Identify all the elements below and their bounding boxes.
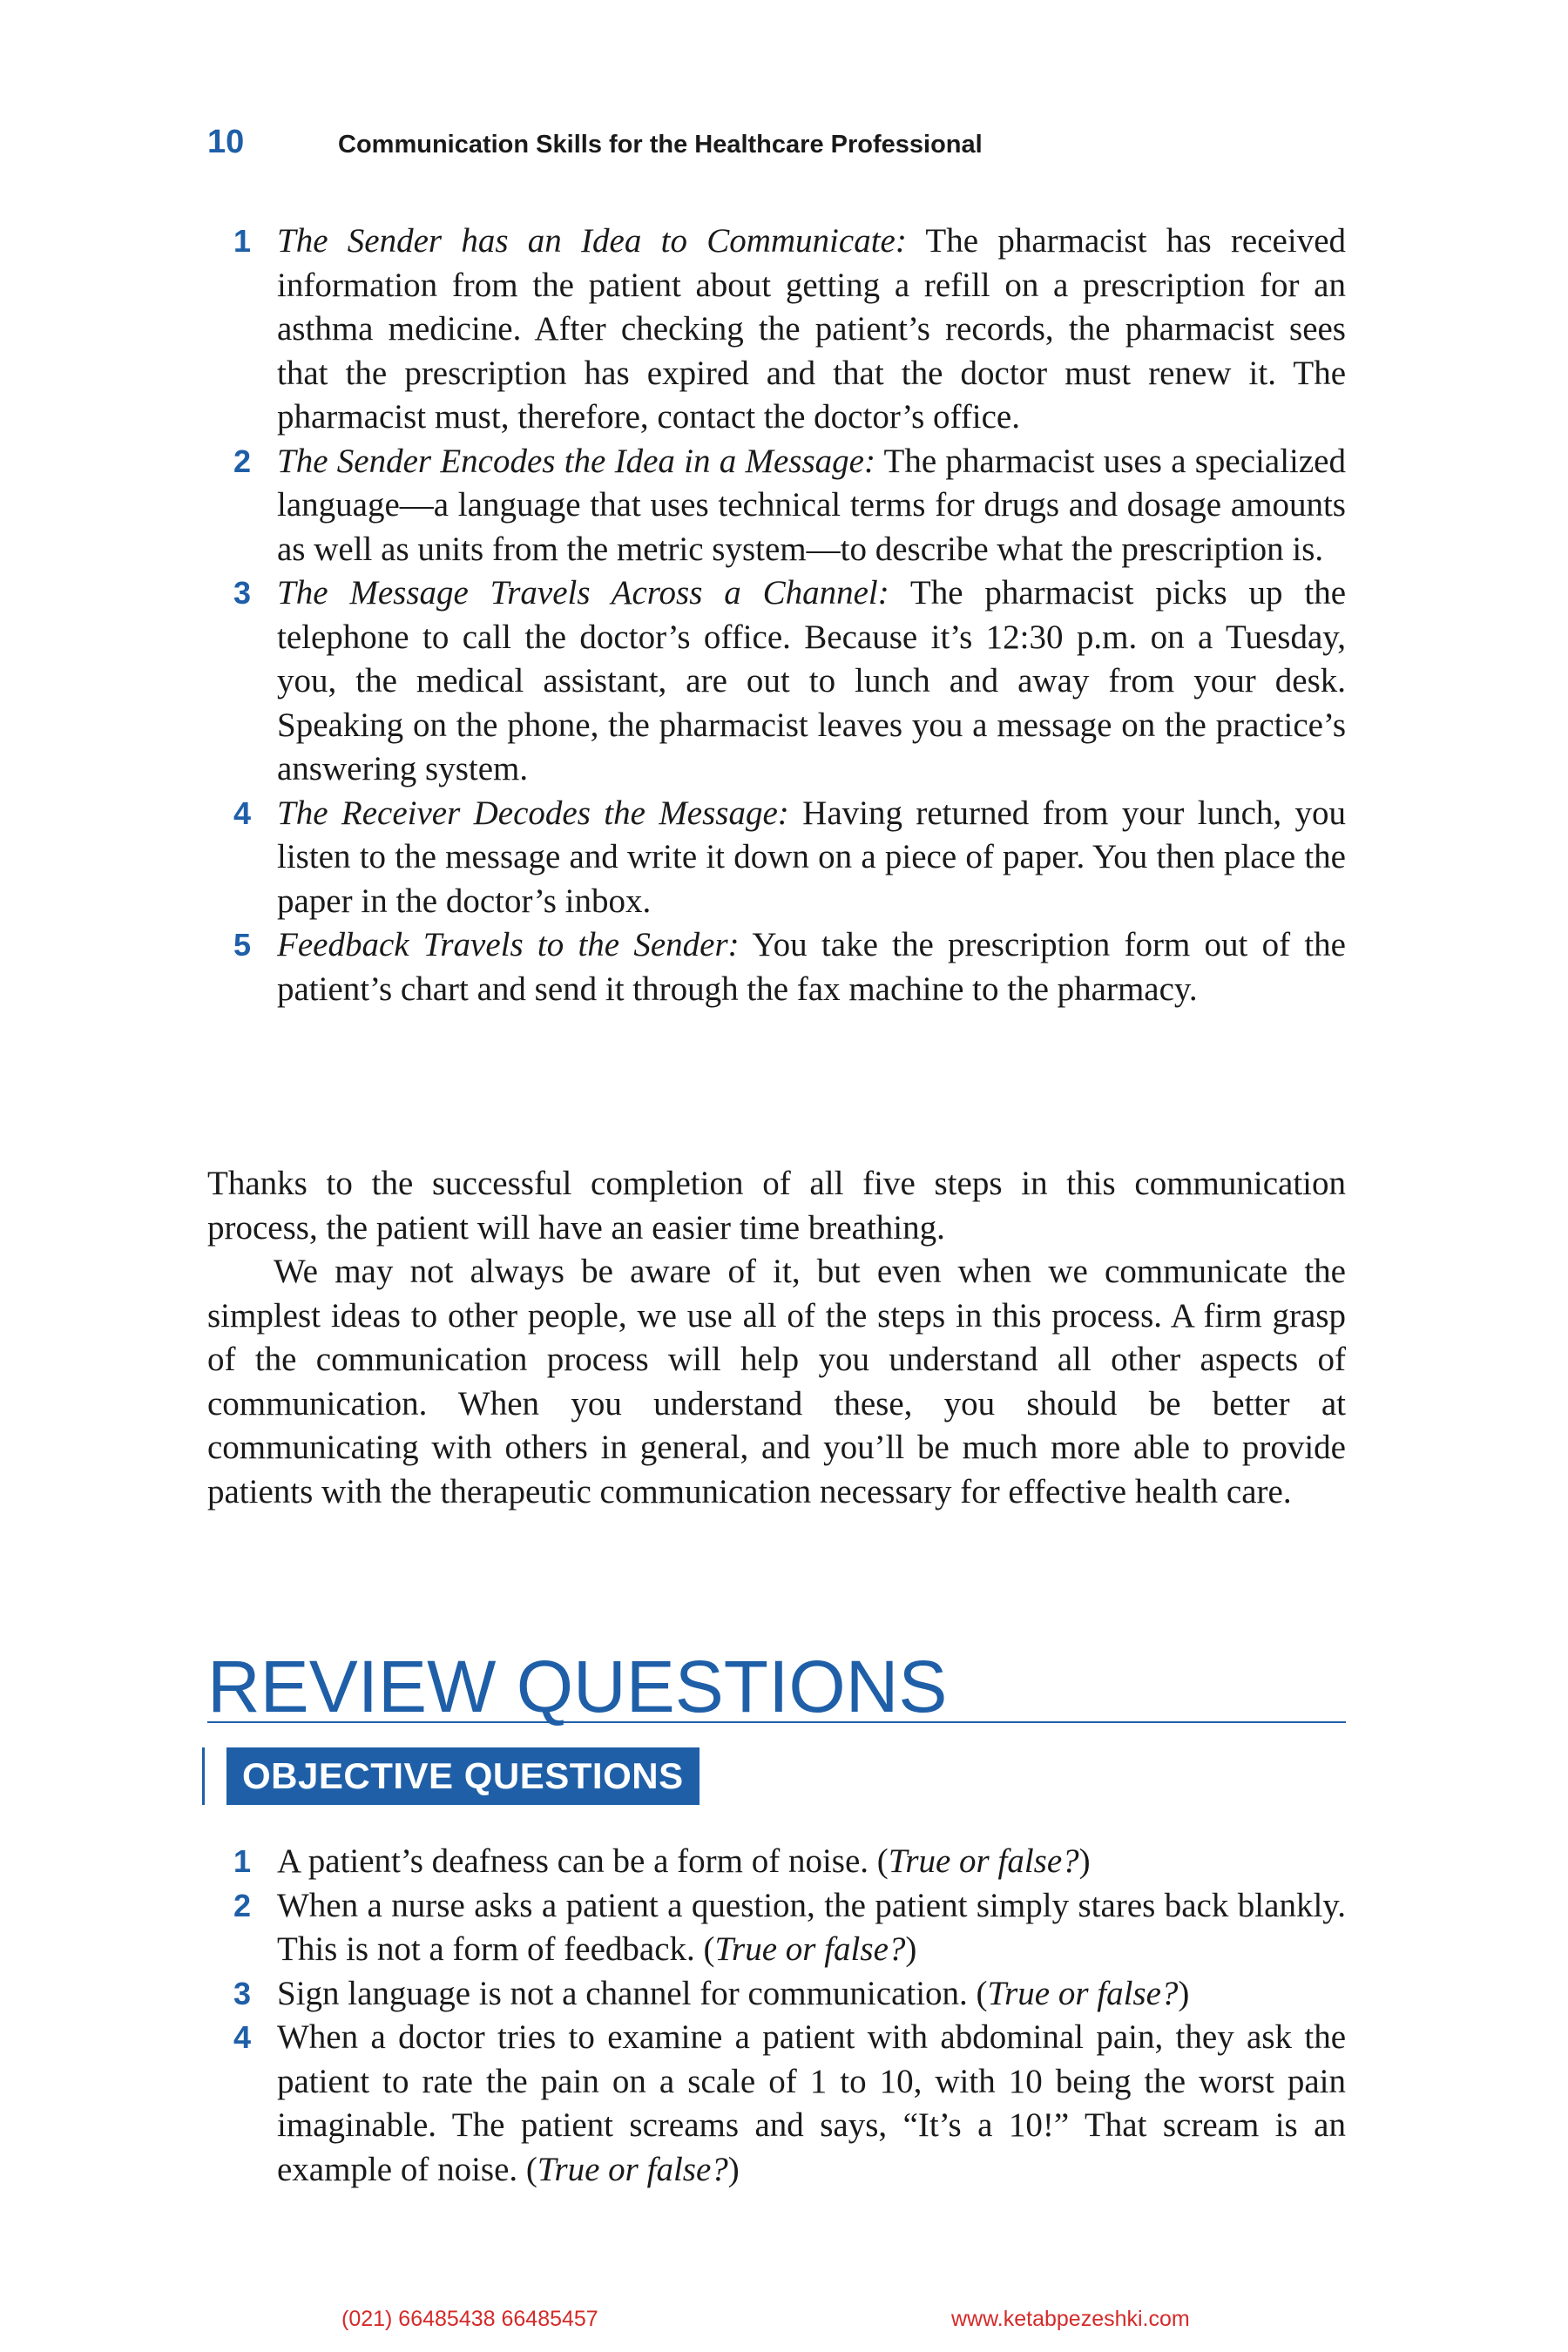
step-number: 1 [233, 223, 252, 259]
footer-phone: (021) 66485438 66485457 [341, 2307, 598, 2331]
question-number: 4 [233, 2019, 252, 2055]
true-false-prompt: True or false? [537, 2150, 728, 2188]
book-title: Communication Skills for the Healthcare Professional [338, 131, 983, 159]
step-title: Feedback Travels to the Sender: [277, 926, 740, 963]
review-questions-heading [207, 1645, 1346, 1727]
step-text: The pharmacist uses a specialized language—a language that uses technical terms for drugs and dosage amounts as well as units from the metric system—to describe what the prescription is. [277, 442, 1346, 568]
objective-questions-list [233, 1840, 1346, 2192]
review-heading-text: REVIEW QUESTIONS [207, 1646, 948, 1727]
question-item [233, 1840, 1346, 1884]
list-item [233, 571, 1346, 792]
body-paragraph: Thanks to the successful completion of all five steps in this communication process, the patient will have an easier time breathing. [207, 1165, 1346, 1247]
communication-steps-list [233, 220, 1346, 1011]
step-title: The Message Travels Across a Channel: [277, 574, 889, 612]
step-title: The Receiver Decodes the Message: [277, 794, 789, 832]
page-number: 10 [207, 124, 245, 160]
question-number: 3 [233, 1975, 252, 2011]
step-number: 3 [233, 575, 252, 611]
step-title: The Sender has an Idea to Communicate: [277, 222, 907, 260]
question-item [233, 1884, 1346, 1972]
footer-website[interactable]: www.ketabpezeshki.com [951, 2307, 1190, 2331]
question-item [233, 1972, 1346, 2017]
question-close: ) [1078, 1842, 1091, 1880]
question-close: ) [1178, 1974, 1190, 2012]
body-paragraph: We may not always be aware of it, but even when we communicate the simplest ideas to other people, we use all of the steps in this process. A firm grasp of the communication process will help you understand all other aspects of communication. When you understand these, you should be better at communicating with others in general, and you’ll be much more able to provide patients with the therapeutic communication necessary for effective health care. [207, 1253, 1346, 1511]
running-head [207, 124, 983, 161]
step-title: The Sender Encodes the Idea in a Message: [277, 442, 875, 480]
true-false-prompt: True or false? [888, 1842, 1079, 1880]
list-item [233, 792, 1346, 924]
list-item [233, 220, 1346, 440]
question-close: ) [727, 2150, 740, 2188]
true-false-prompt: True or false? [987, 1974, 1179, 2012]
step-number: 4 [233, 794, 252, 831]
list-item [233, 440, 1346, 572]
step-text: The pharmacist picks up the telephone to call the doctor’s office. Because it’s 12:30 p.m. on a Tuesday, you, the medical assistant, are out to lunch and away from your desk. Speaking on the phone, the pharmacist leaves you a message on the practice’s answering system. [277, 574, 1347, 787]
true-false-prompt: True or false? [714, 1930, 906, 1968]
question-text: Sign language is not a channel for communication. ( [277, 1974, 988, 2012]
objective-questions-label: OBJECTIVE QUESTIONS [226, 1747, 700, 1805]
section-rule [202, 1747, 205, 1805]
question-number: 1 [233, 1843, 252, 1879]
question-text: A patient’s deafness can be a form of noise. ( [277, 1842, 889, 1880]
step-number: 2 [233, 443, 252, 479]
step-text: The pharmacist has received information from the patient about getting a refill on a prescription for an asthma medicine. After checking the patient’s records, the pharmacist sees that the prescription has expired and that the doctor must renew it. The pharmacist must, therefore, contact the doctor’s office. [277, 222, 1347, 436]
question-number: 2 [233, 1887, 252, 1923]
body-text [207, 1162, 1346, 1514]
step-text: You take the prescription form out of the patient’s chart and send it through the fax machine to the pharmacy. [277, 926, 1346, 1008]
list-item [233, 923, 1346, 1011]
question-close: ) [905, 1930, 917, 1968]
question-text: When a doctor tries to examine a patient with abdominal pain, they ask the patient to rate the pain on a scale of 1 to 10, with 10 being the worst pain imaginable. The patient screams and says, “It’s a 10!” That scream is an example of noise. ( [277, 2018, 1346, 2188]
question-text: When a nurse asks a patient a question, the patient simply stares back blankly. This is not a form of feedback. ( [277, 1886, 1346, 1968]
step-number: 5 [233, 927, 252, 963]
step-text: Having returned from your lunch, you listen to the message and write it down on a piece of paper. You then place the paper in the doctor’s inbox. [277, 794, 1347, 920]
question-item [233, 2016, 1346, 2192]
